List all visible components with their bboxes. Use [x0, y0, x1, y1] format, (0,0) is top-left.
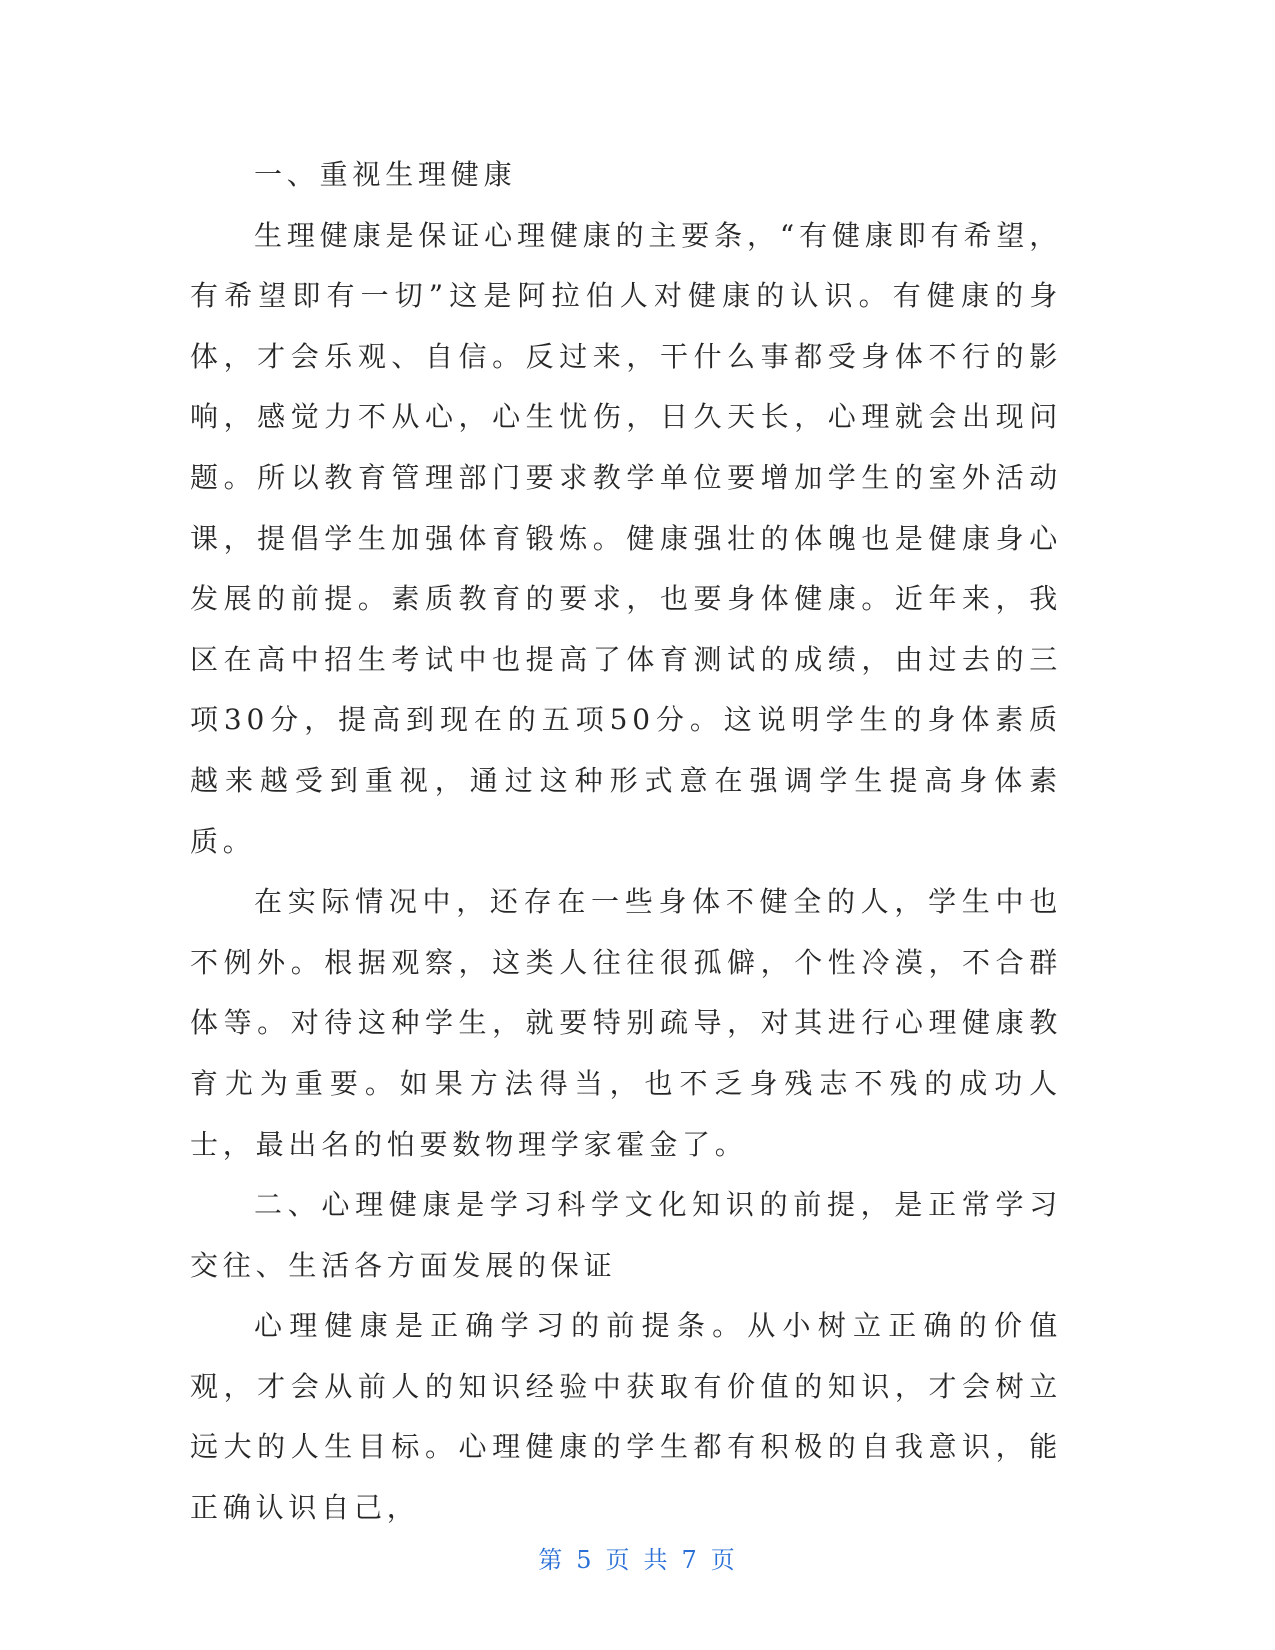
footer-total-pages: 7 — [681, 1546, 699, 1574]
footer-label-unit: 页 — [605, 1546, 632, 1574]
footer-current-page: 5 — [576, 1546, 594, 1574]
section-heading-1: 一、重视生理健康 — [254, 158, 517, 191]
footer-label-total: 共 — [643, 1546, 670, 1574]
footer-label-unit-2: 页 — [710, 1546, 737, 1574]
page-footer — [0, 1540, 1275, 1575]
document-body — [190, 145, 1062, 1539]
paragraph-mental-health-learning: 心理健康是正确学习的前提条。从小树立正确的价值观，才会从前人的知识经验中获取有价值的知识，才会树立远大的人生目标。心理健康的学生都有积极的自我意识，能正确认识自己， — [190, 1309, 1062, 1525]
section-heading-2: 二、心理健康是学习科学文化知识的前提，是正常学习交往、生活各方面发展的保证 — [190, 1188, 1062, 1282]
paragraph-disabled-students: 在实际情况中，还存在一些身体不健全的人，学生中也不例外。根据观察，这类人往往很孤僻，个性冷漠，不合群体等。对待这种学生，就要特别疏导，对其进行心理健康教育尤为重要。如果方法得当，也不乏身残志不残的成功人士，最出名的怕要数物理学家霍金了。 — [190, 885, 1062, 1161]
paragraph-physical-health: 生理健康是保证心理健康的主要条，“有健康即有希望，有希望即有一切”这是阿拉伯人对健康的认识。有健康的身体，才会乐观、自信。反过来，干什么事都受身体不行的影响，感觉力不从心，心生忧伤，日久天长，心理就会出现问题。所以教育管理部门要求教学单位要增加学生的室外活动课，提倡学生加强体育锻炼。健康强壮的体魄也是健康身心发展的前提。素质教育的要求，也要身体健康。近年来，我区在高中招生考试中也提高了体育测试的成绩，由过去的三项30分，提高到现在的五项50分。这说明学生的身体素质越来越受到重视，通过这种形式意在强调学生提高身体素质。 — [190, 218, 1062, 858]
footer-label-page: 第 — [538, 1546, 565, 1574]
